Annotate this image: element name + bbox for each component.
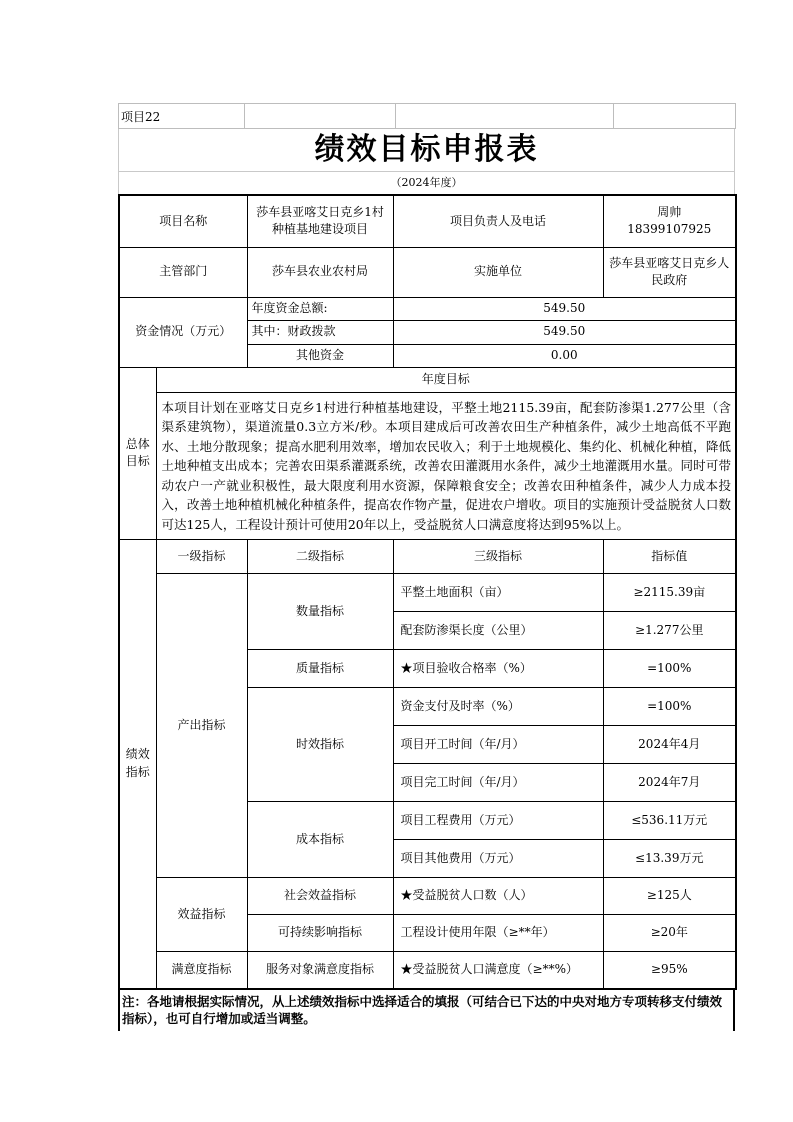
indicator-name: 项目工程费用（万元）	[393, 802, 603, 840]
funds-label: 资金情况（万元）	[119, 297, 247, 367]
form-sheet	[118, 103, 735, 1031]
indicator-value: ≥1.277公里	[603, 612, 736, 650]
indicator-value: 2024年4月	[603, 726, 736, 764]
indicator-value: ≥20年	[603, 915, 736, 952]
corner-label: 项目22	[119, 104, 245, 129]
funds-row-value: 549.50	[393, 297, 736, 320]
header-value: 指标值	[603, 540, 736, 574]
funds-row-name: 年度资金总额:	[247, 297, 393, 320]
project-name-value: 莎车县亚喀艾日克乡1村种植基地建设项目	[247, 195, 393, 247]
manager-label: 项目负责人及电话	[393, 195, 603, 247]
l1-output: 产出指标	[156, 574, 247, 878]
indicator-value: =100%	[603, 650, 736, 688]
header-level2: 二级指标	[247, 540, 393, 574]
l1-satisfaction: 满意度指标	[156, 952, 247, 989]
indicator-name: 平整土地面积（亩）	[393, 574, 603, 612]
dept-value: 莎车县农业农村局	[247, 247, 393, 297]
page-subtitle: （2024年度）	[118, 171, 735, 194]
l2-quantity: 数量指标	[247, 574, 393, 650]
l2-social-benefit: 社会效益指标	[247, 878, 393, 915]
project-name-label: 项目名称	[119, 195, 247, 247]
l2-cost: 成本指标	[247, 802, 393, 878]
top-cell-strip	[118, 103, 736, 129]
annual-goal-header: 年度目标	[156, 367, 736, 392]
funds-row-name: 其中：财政拨款	[247, 320, 393, 344]
manager-name: 周帅	[657, 204, 682, 219]
indicator-name: 项目其他费用（万元）	[393, 840, 603, 878]
indicator-name: 项目完工时间（年/月）	[393, 764, 603, 802]
funds-row-name: 其他资金	[247, 344, 393, 367]
manager-phone: 18399107925	[627, 222, 712, 237]
empty-cell	[396, 104, 614, 129]
empty-cell	[245, 104, 396, 129]
funds-row-value: 549.50	[393, 320, 736, 344]
header-level1: 一级指标	[156, 540, 247, 574]
l1-benefit: 效益指标	[156, 878, 247, 952]
performance-indicators-side-label: 绩效指标	[119, 540, 156, 989]
funds-row-value: 0.00	[393, 344, 736, 367]
indicator-value: 2024年7月	[603, 764, 736, 802]
indicator-name: ★受益脱贫人口满意度（≥**%）	[393, 952, 603, 989]
indicator-name: ★受益脱贫人口数（人）	[393, 878, 603, 915]
overall-goal-side-label: 总体目标	[119, 367, 156, 540]
impl-label: 实施单位	[393, 247, 603, 297]
l2-service-satisfaction: 服务对象满意度指标	[247, 952, 393, 989]
footer-note: 注：各地请根据实际情况，从上述绩效指标中选择适合的填报（可结合已下达的中央对地方专项转移支付绩效指标），也可自行增加或适当调整。	[118, 990, 735, 1031]
indicator-name: 配套防渗渠长度（公里）	[393, 612, 603, 650]
l2-sustainability: 可持续影响指标	[247, 915, 393, 952]
l2-quality: 质量指标	[247, 650, 393, 688]
manager-value	[603, 195, 736, 247]
annual-goal-text: 本项目计划在亚喀艾日克乡1村进行种植基地建设，平整土地2115.39亩，配套防渗渠1.277公里（含渠系建筑物），渠道流量0.3立方米/秒。本项目建成后可改善农田生产种植条件，减少土地高低不平跑水、土地分散现象；提高水肥利用效率，增加农民收入；利于土地规模化、集约化、机械化种植，降低土地种植支出成本；完善农田渠系灌溉系统，改善农田灌溉用水条件，减少土地灌溉用水量。同时可带动农户一产就业积极性，最大限度利用水资源，保障粮食安全；改善农田种植条件，减少人力成本投入，改善土地种植机械化种植条件，提高农作物产量，促进农户增收。项目的实施预计受益脱贫人口数可达125人，工程设计预计可使用20年以上，受益脱贫人口满意度将达到95%以上。	[156, 392, 736, 540]
indicator-name: 项目开工时间（年/月）	[393, 726, 603, 764]
dept-label: 主管部门	[119, 247, 247, 297]
indicator-value: ≥125人	[603, 878, 736, 915]
page-title: 绩效目标申报表	[118, 129, 735, 171]
indicator-value: ≥95%	[603, 952, 736, 989]
indicator-value: ≤13.39万元	[603, 840, 736, 878]
indicator-value: ≥2115.39亩	[603, 574, 736, 612]
indicator-name: 工程设计使用年限（≥**年）	[393, 915, 603, 952]
l2-timeliness: 时效指标	[247, 688, 393, 802]
indicator-name: ★项目验收合格率（%）	[393, 650, 603, 688]
indicator-value: ≤536.11万元	[603, 802, 736, 840]
empty-cell	[614, 104, 736, 129]
header-level3: 三级指标	[393, 540, 603, 574]
impl-value: 莎车县亚喀艾日克乡人民政府	[603, 247, 736, 297]
indicator-name: 资金支付及时率（%）	[393, 688, 603, 726]
declaration-table	[118, 194, 737, 990]
indicator-value: =100%	[603, 688, 736, 726]
